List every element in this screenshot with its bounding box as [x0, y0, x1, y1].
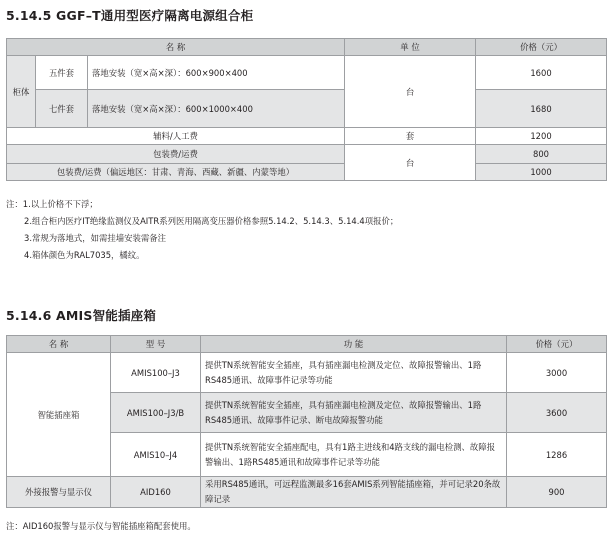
group-label: 智能插座箱 — [7, 353, 111, 477]
cabinet-unit: 台 — [345, 56, 476, 128]
header-price: 价格（元） — [507, 336, 607, 353]
cabinet-label: 柜体 — [7, 56, 36, 128]
packing-label: 包装费/运费 — [7, 145, 345, 164]
note-line: 3.常规为落地式，如需挂墙安装需备注 — [24, 233, 166, 243]
set-price: 1680 — [476, 90, 607, 128]
table-header-row — [7, 336, 607, 353]
table-row — [7, 164, 607, 181]
header-unit: 单 位 — [345, 39, 476, 56]
table-row — [7, 477, 607, 508]
header-model: 型 号 — [111, 336, 201, 353]
section-title-ggf: 5.14.5 GGF–T通用型医疗隔离电源组合柜 — [6, 8, 254, 23]
header-function: 功 能 — [201, 336, 507, 353]
header-name: 名 称 — [7, 336, 111, 353]
amis-price-table — [6, 335, 607, 508]
function-description: 提供TN系统智能安全插座，具有插座漏电检测及定位、故障报警输出、1路RS485通讯、故障事件记录、断电故障报警功能 — [201, 393, 507, 433]
set-description: 落地安装（宽×高×深）：600×900×400 — [88, 56, 345, 90]
alarm-name: 外接报警与显示仪 — [7, 477, 111, 508]
table-row — [7, 56, 607, 90]
labor-price: 1200 — [476, 128, 607, 145]
note-line: 2.组合柜内医疗IT绝缘监测仪及AITR系列医用隔离变压器价格参照5.14.2、5.14.3、5.14.4项报价； — [24, 216, 399, 226]
header-name: 名 称 — [7, 39, 345, 56]
remote-packing-price: 1000 — [476, 164, 607, 181]
set-price: 1600 — [476, 56, 607, 90]
packing-price: 800 — [476, 145, 607, 164]
labor-label: 辅料/人工费 — [7, 128, 345, 145]
model: AMIS10–J4 — [111, 433, 201, 477]
ggf-price-table — [6, 38, 607, 181]
alarm-price: 900 — [507, 477, 607, 508]
alarm-function: 采用RS485通讯，可远程监测最多16套AMIS系列智能插座箱，并可记录20条故障记录 — [201, 477, 507, 508]
packing-unit: 台 — [345, 145, 476, 181]
note-line: 4.箱体颜色为RAL7035，橘纹。 — [24, 250, 145, 260]
function-description: 提供TN系统智能安全插座，具有插座漏电检测及定位、故障报警输出、1路RS485通讯、故障事件记录等功能 — [201, 353, 507, 393]
model: AMIS100–J3 — [111, 353, 201, 393]
set-name: 五件套 — [36, 56, 88, 90]
table-header-row — [7, 39, 607, 56]
ggf-notes — [6, 196, 398, 264]
set-name: 七件套 — [36, 90, 88, 128]
amis-note: 注：AID160报警与显示仪与智能插座箱配套使用。 — [6, 521, 196, 531]
set-description: 落地安装（宽×高×深）：600×1000×400 — [88, 90, 345, 128]
section-title-amis: 5.14.6 AMIS智能插座箱 — [6, 308, 157, 323]
header-price: 价格（元） — [476, 39, 607, 56]
table-row — [7, 353, 607, 393]
remote-packing-label: 包装费/运费（偏远地区：甘肃、青海、西藏、新疆、内蒙等地） — [7, 164, 345, 181]
price: 3000 — [507, 353, 607, 393]
note-line: 注：1.以上价格不下浮； — [6, 199, 98, 209]
table-row — [7, 90, 607, 128]
price: 3600 — [507, 393, 607, 433]
table-row — [7, 145, 607, 164]
function-description: 提供TN系统智能安全插座配电，具有1路主进线和4路支线的漏电检测、故障报警输出、1路RS485通讯和故障事件记录等功能 — [201, 433, 507, 477]
table-row — [7, 128, 607, 145]
alarm-model: AID160 — [111, 477, 201, 508]
labor-unit: 套 — [345, 128, 476, 145]
price: 1286 — [507, 433, 607, 477]
model: AMIS100–J3/B — [111, 393, 201, 433]
